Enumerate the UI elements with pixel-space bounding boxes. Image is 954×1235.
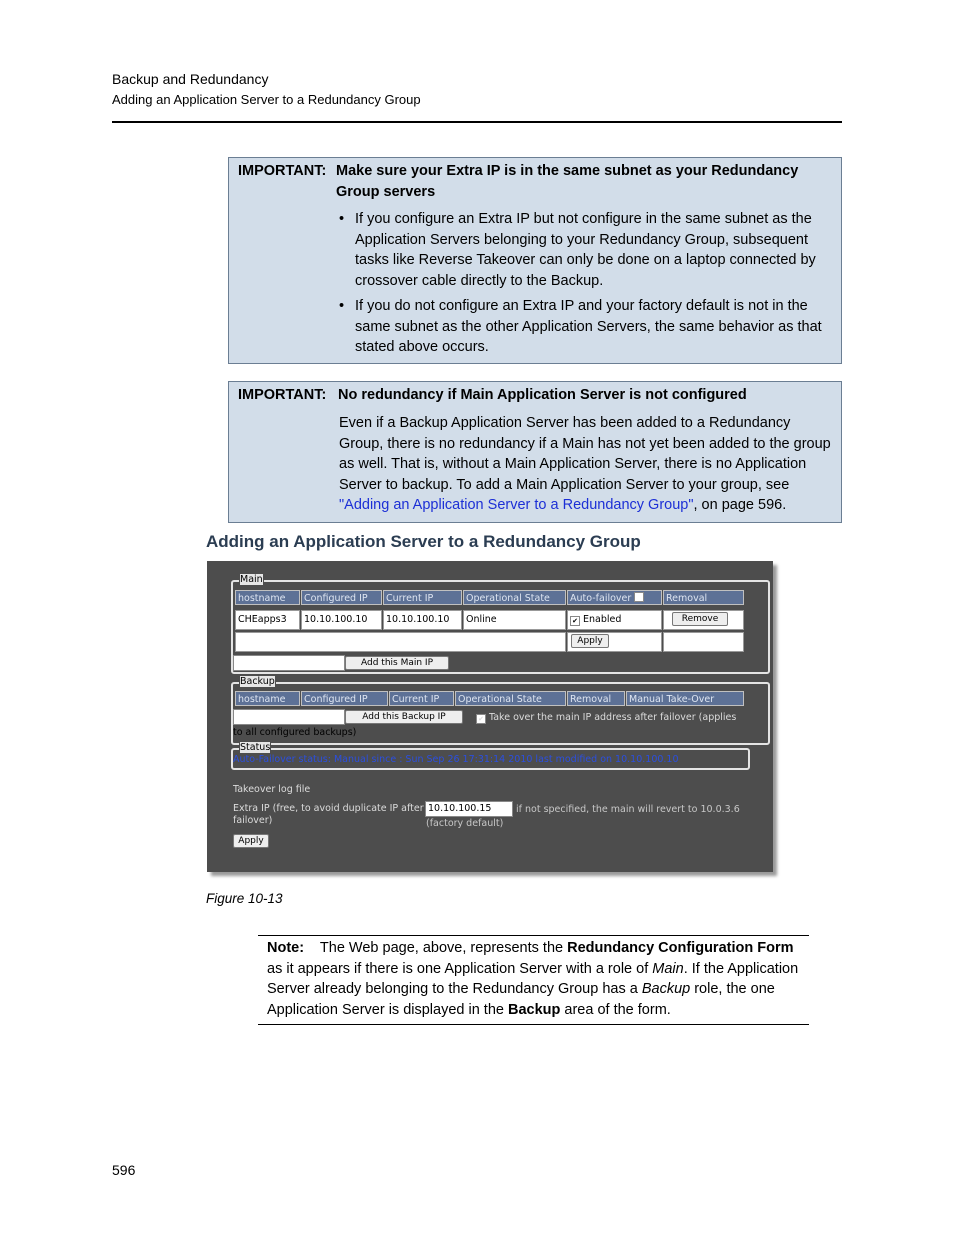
- important-title: Make sure your Extra IP is in the same subnet as your Redundancy Group servers: [336, 163, 799, 200]
- backup-header-hostname: hostname: [235, 691, 300, 706]
- figure-caption: Figure 10-13: [206, 891, 283, 906]
- important-box-no-redundancy: [228, 381, 842, 523]
- main-header-current-ip: Current IP: [383, 590, 462, 605]
- backup-header-manual-takeover: Manual Take-Over: [626, 691, 744, 706]
- bullet-icon: •: [339, 211, 345, 227]
- apply-auto-failover-button[interactable]: Apply: [571, 634, 609, 648]
- auto-failover-enabled-checkbox[interactable]: ✔: [570, 616, 580, 626]
- important-label: IMPORTANT:: [238, 163, 327, 179]
- extra-ip-hint-continued: (factory default): [426, 818, 504, 829]
- note-box: Note: The Web page, above, represents the Redundancy Configuration Form as it appears if there is one Application Server with a role of Main. If the Application Server already belonging to the Redundancy Group has a Backup role, the one Application Server is displayed in the Backup area of the form.: [258, 935, 809, 1025]
- main-empty-row: [235, 632, 566, 652]
- backup-header-removal: Removal: [567, 691, 625, 706]
- add-backup-ip-button[interactable]: Add this Backup IP: [345, 710, 463, 724]
- main-header-configured-ip: Configured IP: [301, 590, 382, 605]
- extra-ip-hint: if not specified, the main will revert to 10.0.3.6: [516, 804, 740, 815]
- note-label: Note:: [267, 940, 305, 956]
- main-empty-cell: [663, 632, 744, 652]
- takeover-option: ✔ Take over the main IP address after failover (applies: [476, 712, 736, 724]
- add-main-ip-button[interactable]: Add this Main IP: [345, 656, 449, 670]
- apply-extra-ip-button[interactable]: Apply: [233, 834, 269, 848]
- backup-header-current-ip: Current IP: [389, 691, 454, 706]
- main-legend: Main: [240, 574, 263, 585]
- extra-ip-input[interactable]: 10.10.100.15: [425, 801, 513, 817]
- page-number: 596: [112, 1162, 136, 1178]
- backup-header-configured-ip: Configured IP: [301, 691, 388, 706]
- auto-failover-header-checkbox[interactable]: [634, 592, 644, 602]
- extra-ip-label: Extra IP (free, to avoid duplicate IP after: [233, 803, 424, 814]
- important-bullet-list: [339, 209, 827, 363]
- backup-header-operational-state: Operational State: [455, 691, 566, 706]
- extra-ip-label-continued: failover): [233, 815, 273, 826]
- list-item: • If you do not configure an Extra IP and your factory default is not in the same subnet as the other Application Servers, the same behavior as that stated above occurs.: [339, 298, 822, 355]
- backup-ip-input[interactable]: [233, 709, 345, 725]
- header-rule: [112, 121, 842, 123]
- main-header-hostname: hostname: [235, 590, 300, 605]
- important-box-subnet: [228, 157, 842, 364]
- takeover-log-link[interactable]: Takeover log file: [233, 784, 311, 795]
- main-header-removal: Removal: [663, 590, 744, 605]
- backup-legend: Backup: [240, 676, 275, 687]
- main-header-operational-state: Operational State: [463, 590, 566, 605]
- list-item: • If you configure an Extra IP but not configure in the same subnet as the Application Servers belonging to your Redundancy Group, subsequent tasks like Reverse Takeover can only be done on a laptop connected by crossover cable directly to the Backup.: [339, 211, 816, 289]
- main-cell-current-ip: 10.10.100.10: [383, 610, 462, 630]
- status-text: Auto-Failover status: Manual since : Sun Sep 26 17:31:14 2010 last modified on 10.10.100.10: [233, 754, 679, 765]
- remove-button[interactable]: Remove: [672, 612, 728, 626]
- takeover-checkbox[interactable]: ✔: [476, 714, 486, 724]
- main-cell-hostname: CHEapps3: [235, 610, 300, 630]
- running-header-chapter: Backup and Redundancy: [112, 71, 269, 87]
- important-title: No redundancy if Main Application Server is not configured: [338, 387, 747, 403]
- main-header-auto-failover: Auto-failover: [567, 590, 662, 605]
- section-heading: Adding an Application Server to a Redundancy Group: [206, 532, 641, 551]
- main-cell-operational-state: Online: [463, 610, 566, 630]
- important-label: IMPORTANT:: [238, 387, 327, 403]
- main-cell-auto-failover: ✔ Enabled: [567, 610, 662, 630]
- takeover-option-continued: to all configured backups): [233, 727, 357, 738]
- main-cell-configured-ip: 10.10.100.10: [301, 610, 382, 630]
- cross-reference-link[interactable]: "Adding an Application Server to a Redundancy Group": [339, 497, 694, 513]
- main-ip-input[interactable]: [233, 655, 345, 671]
- redundancy-form-screenshot: [207, 561, 773, 872]
- important-body: Even if a Backup Application Server has been added to a Redundancy Group, there is no redundancy if a Main has not yet been added to the group as well. That is, without a Main Application Server, there is no Application Server to backup. To add a Main Application Server to your group, see "Adding an Application Server to a Redundancy Group", on page 596.: [339, 415, 831, 513]
- running-header-section: Adding an Application Server to a Redundancy Group: [112, 92, 421, 107]
- bullet-icon: •: [339, 298, 345, 314]
- status-legend: Status: [240, 742, 271, 753]
